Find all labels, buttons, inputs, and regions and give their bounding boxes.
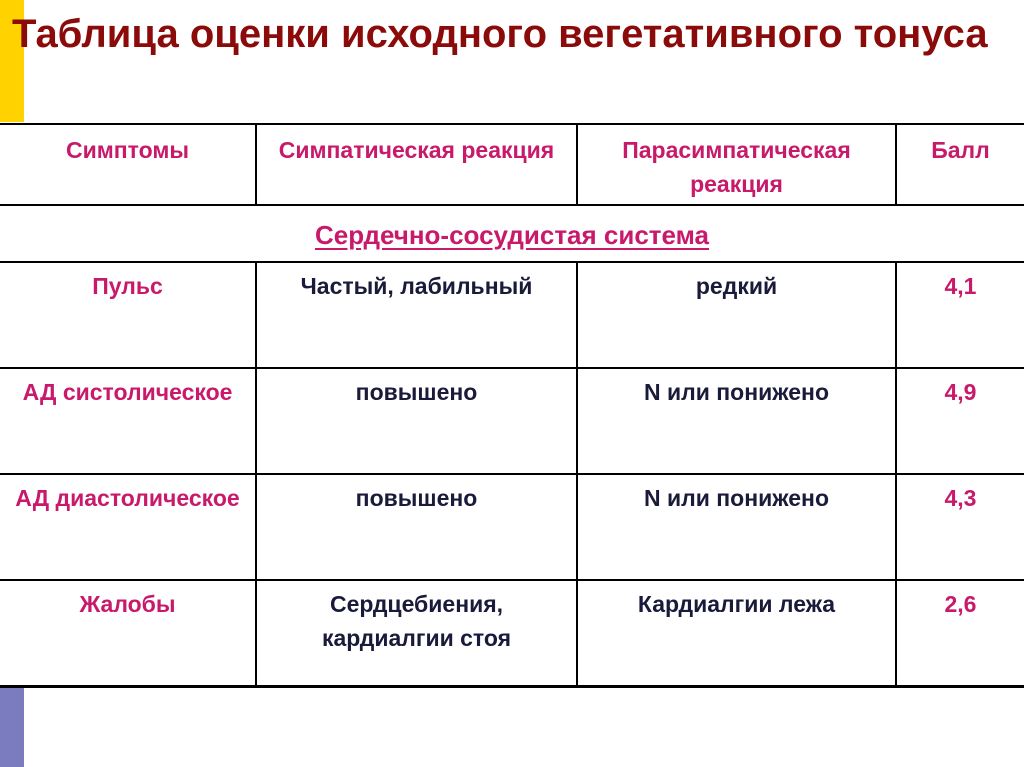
symptom-cell: АД диастолическое xyxy=(0,474,256,580)
sympathetic-cell: повышено xyxy=(256,368,577,474)
table xyxy=(0,125,1024,686)
parasympathetic-cell: Кардиалгии лежа xyxy=(577,580,896,686)
table-row xyxy=(0,262,1024,368)
page-title: Таблица оценки исходного вегетативного тонуса xyxy=(12,12,988,56)
parasympathetic-cell: N или понижено xyxy=(577,474,896,580)
tonus-table xyxy=(0,123,1024,688)
table-row xyxy=(0,580,1024,686)
section-cell xyxy=(0,205,1024,262)
symptom-cell: АД систолическое xyxy=(0,368,256,474)
header-symptoms: Симптомы xyxy=(0,125,256,205)
section-row xyxy=(0,205,1024,262)
header-score: Балл xyxy=(896,125,1024,205)
score-cell: 4,3 xyxy=(896,474,1024,580)
header-parasympathetic: Парасимпатическая реакция xyxy=(577,125,896,205)
parasympathetic-cell: N или понижено xyxy=(577,368,896,474)
symptom-cell: Пульс xyxy=(0,262,256,368)
sympathetic-cell: Сердцебиения, кардиалгии стоя xyxy=(256,580,577,686)
header-sympathetic: Симпатическая реакция xyxy=(256,125,577,205)
score-cell: 4,9 xyxy=(896,368,1024,474)
sympathetic-cell: Частый, лабильный xyxy=(256,262,577,368)
parasympathetic-cell: редкий xyxy=(577,262,896,368)
header-row xyxy=(0,125,1024,205)
score-cell: 2,6 xyxy=(944,591,977,617)
table-row xyxy=(0,474,1024,580)
score-cell: 4,1 xyxy=(896,262,1024,368)
accent-bar-bottom xyxy=(0,688,24,767)
symptom-cell: Жалобы xyxy=(0,580,256,686)
table-row xyxy=(0,368,1024,474)
sympathetic-cell: повышено xyxy=(256,474,577,580)
section-title: Сердечно-сосудистая система xyxy=(314,220,710,250)
